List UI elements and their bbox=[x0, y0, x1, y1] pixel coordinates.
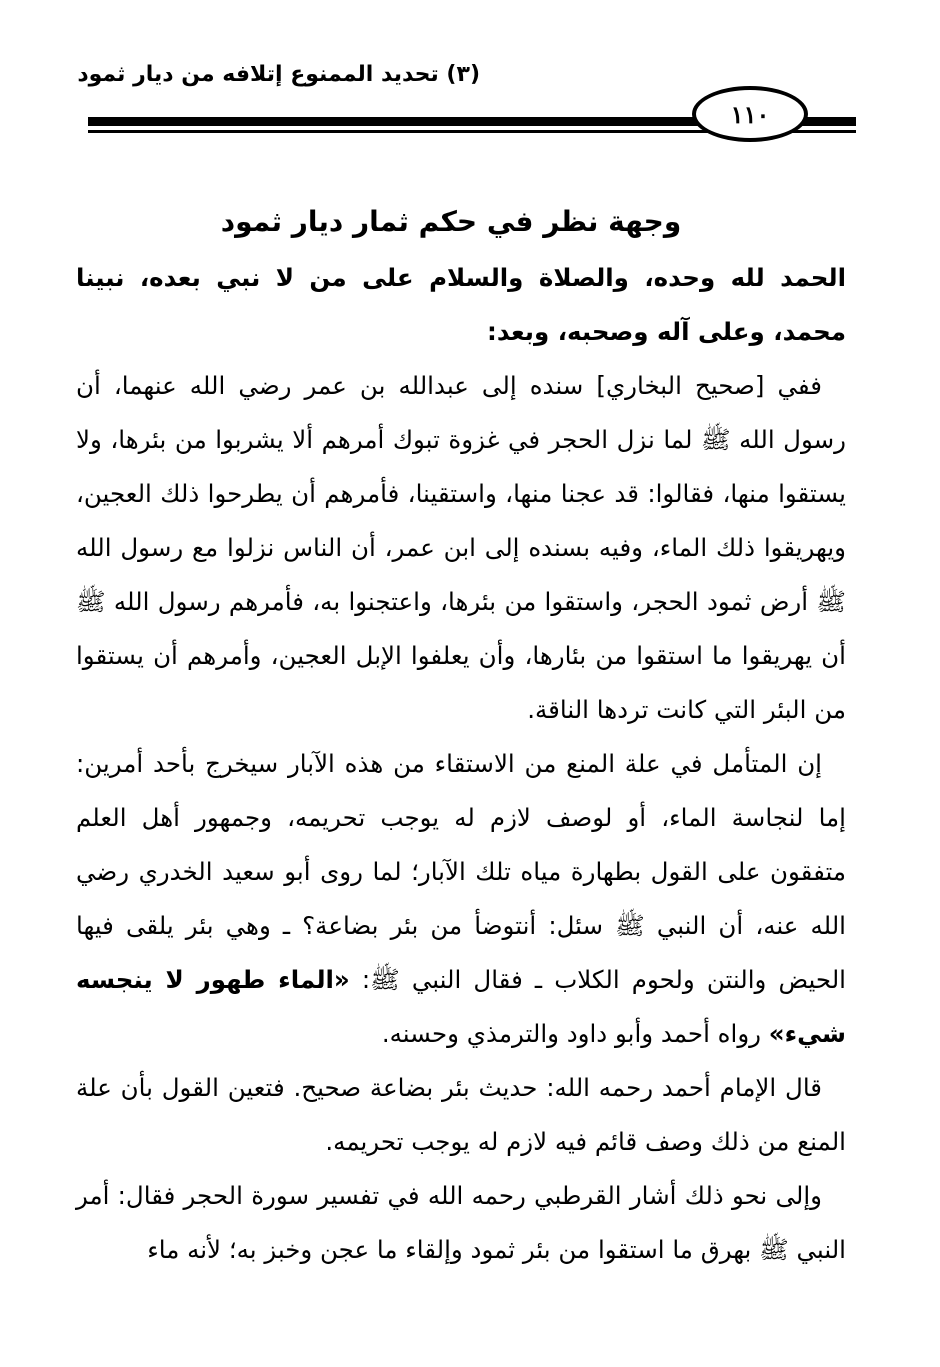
hadith-quote: «الماء طهور لا ينجسه شيء» bbox=[76, 965, 846, 1048]
paragraph-imam-ahmad: قال الإمام أحمد رحمه الله: حديث بئر بضاعة صحيح. فتعين القول بأن علة المنع من ذلك وصف قائم فيه لازم له يوجب تحريمه. bbox=[76, 1073, 846, 1156]
paragraph-text: إن المتأمل في علة المنع من الاستقاء من هذه الآبار سيخرج بأحد أمرين: إما لنجاسة الماء، أو لوصف لازم له يوجب تحريمه، وجمهور أهل العلم متفقون على القول بطهارة مياه تلك الآبار؛ لما روى أبو سعيد الخدري رضي الله عنه، أن النبي ﷺ سئل: أنتوضأ من بئر بضاعة؟ ـ وهي بئر يلقى فيها الحيض والنتن ولحوم الكلاب ـ فقال النبي ﷺ: bbox=[76, 749, 846, 994]
paragraph-text: رواه أحمد وأبو داود والترمذي وحسنه. bbox=[381, 1019, 769, 1048]
article-body bbox=[76, 193, 846, 1277]
page-number-oval bbox=[692, 86, 808, 142]
paragraph-qurtubi: وإلى نحو ذلك أشار القرطبي رحمه الله في تفسير سورة الحجر فقال: أمر النبي ﷺ بهرق ما استقوا من بئر ثمود وإلقاء ما عجن وخبز به؛ لأنه ماء bbox=[76, 1181, 846, 1264]
article-heading: وجهة نظر في حكم ثمار ديار ثمود bbox=[220, 205, 682, 238]
running-title: (٣) تحديد الممنوع إتلافه من ديار ثمود bbox=[77, 62, 480, 87]
page-number: ١١٠ bbox=[730, 99, 770, 129]
paragraph-bukhari: ففي [صحيح البخاري] سنده إلى عبدالله بن عمر رضي الله عنهما، أن رسول الله ﷺ لما نزل الحجر في غزوة تبوك أمرهم ألا يشربوا من بئرها، ولا يستقوا منها، فقالوا: قد عجنا منها، واستقينا، فأمرهم أن يطرحوا ذلك العجين، ويهريقوا ذلك الماء، وفيه بسنده إلى ابن عمر، أن الناس نزلوا مع رسول الله ﷺ أرض ثمود الحجر، واستقوا من بئرها، واعتجنوا به، فأمرهم رسول الله ﷺ أن يهريقوا ما استقوا من بئارها، وأن يعلفوا الإبل العجين، وأمرهم أن يستقوا من البئر التي كانت تردها الناقة. bbox=[76, 371, 846, 724]
paragraph-water-cause bbox=[76, 737, 846, 1061]
intro-paragraph: الحمد لله وحده، والصلاة والسلام على من لا نبي بعده، نبينا محمد، وعلى آله وصحبه، وبعد: bbox=[76, 263, 846, 346]
